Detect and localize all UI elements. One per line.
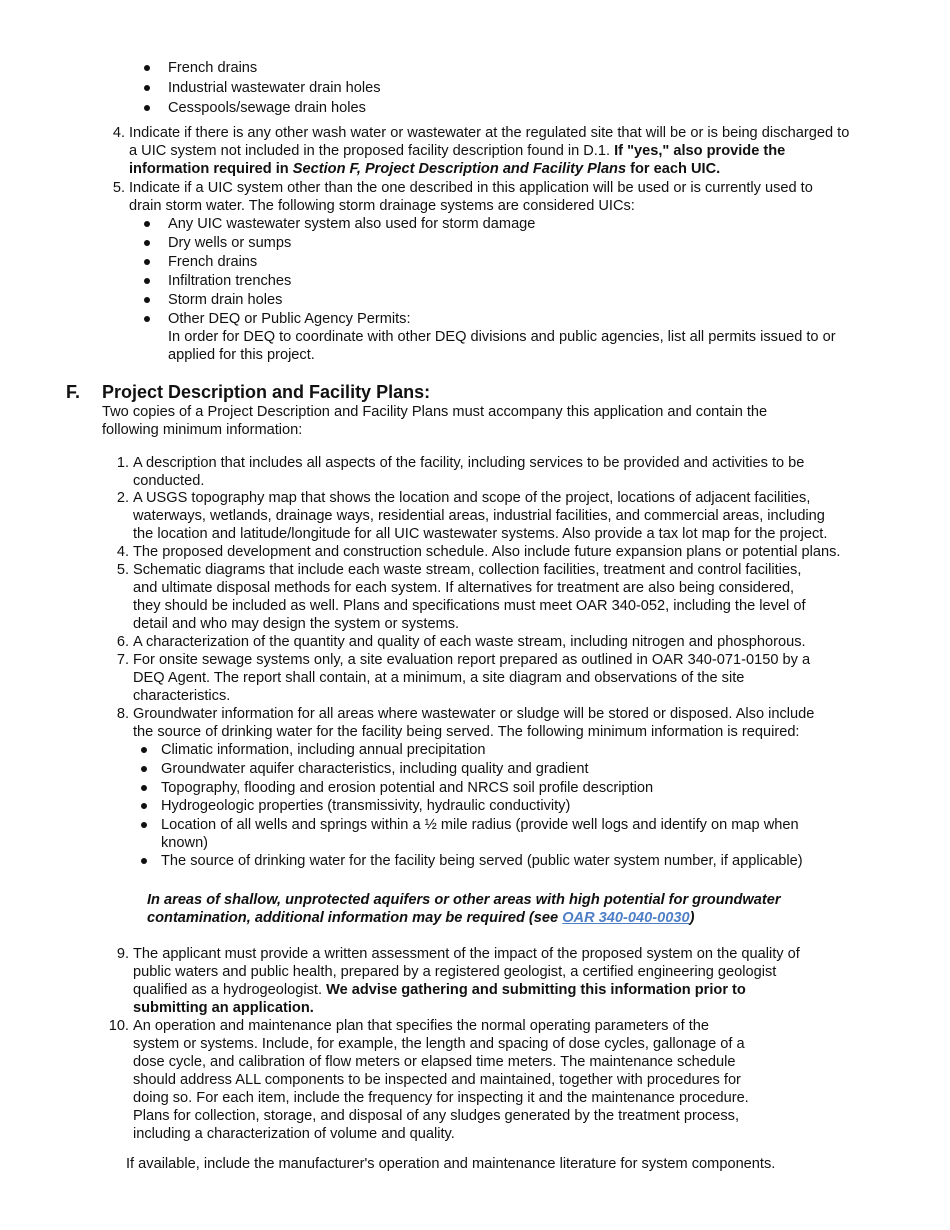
section-intro-1: Two copies of a Project Description and Facility Plans must accompany this application and contain the [102, 404, 768, 420]
list-item-10-line-2: system or systems. Include, for example, the length and spacing of dose cycles, gallonage of a [133, 1036, 745, 1052]
list-item-7-number: 7. [116, 652, 129, 668]
list-item-6-number: 6. [116, 634, 129, 650]
list-item-7-line-1: For onsite sewage systems only, a site evaluation report prepared as outlined in OAR 340-071-0150 by a [133, 652, 811, 668]
item-4-line-2-text: a UIC system not included in the proposed facility description found in D.1. [129, 143, 615, 159]
list-item-10-line-7: including a characterization of volume and quality. [133, 1126, 455, 1142]
bullet-icon [144, 221, 150, 227]
list-item-2-line-1: A USGS topography map that shows the location and scope of the project, locations of adjacent facilities, [133, 490, 811, 506]
top-bullet-2: Industrial wastewater drain holes [168, 80, 381, 96]
item-4-line-3-c: for each UIC. [626, 161, 721, 177]
list-item-10-line-4: should address ALL components to be inspected and maintained, together with procedures for [133, 1072, 741, 1088]
list-item-5-line-4: detail and who may design the system or systems. [133, 616, 460, 632]
item-5-bullet-1: Any UIC wastewater system also used for storm damage [168, 216, 536, 232]
list-item-9-line-2: public waters and public health, prepared by a registered geologist, a certified engineering geologist [133, 964, 777, 980]
top-bullet-1: French drains [168, 60, 258, 76]
item-8-bullet-1: Climatic information, including annual precipitation [161, 742, 486, 758]
list-item-5-number: 5. [116, 562, 129, 578]
item-5-bullet-2: Dry wells or sumps [168, 235, 292, 251]
bullet-icon [141, 747, 147, 753]
bullet-icon [144, 65, 150, 71]
list-item-1-number: 1. [116, 455, 129, 471]
bullet-icon [141, 766, 147, 772]
list-item-9-line-4: submitting an application. [133, 1000, 314, 1016]
item-8-bullet-6: The source of drinking water for the facility being served (public water system number, if applicable) [161, 853, 803, 869]
item-8-bullet-5-line-2: known) [161, 835, 209, 851]
section-letter: F. [66, 382, 81, 402]
list-item-5-line-2: and ultimate disposal methods for each system. If alternatives for treatment are also being considered, [133, 580, 795, 596]
top-bullet-3: Cesspools/sewage drain holes [168, 100, 366, 116]
item-4-yes-note: If "yes," also provide the [614, 143, 786, 159]
groundwater-note-line-1: In areas of shallow, unprotected aquifers or other areas with high potential for groundwater [147, 892, 781, 908]
bullet-icon [144, 297, 150, 303]
list-item-10-line-5: doing so. For each item, include the frequency for inspecting it and the maintenance procedure. [133, 1090, 749, 1106]
item-5-number: 5. [112, 180, 125, 196]
list-item-5-line-3: they should be included as well. Plans and specifications must meet OAR 340-052, including the level of [133, 598, 806, 614]
bullet-icon [144, 278, 150, 284]
bullet-icon [144, 105, 150, 111]
list-item-2-number: 2. [116, 490, 129, 506]
item-4-line-1: Indicate if there is any other wash water or wastewater at the regulated site that will be or is being discharged to [129, 125, 850, 141]
item-8-bullet-2: Groundwater aquifer characteristics, including quality and gradient [161, 761, 589, 777]
list-item-9-advice: We advise gathering and submitting this information prior to [326, 982, 746, 998]
list-item-6-line-1: A characterization of the quantity and quality of each waste stream, including nitrogen and phosphorous. [133, 634, 806, 650]
item-4-line-3-a: information required in [129, 161, 293, 177]
groundwater-note-line-2 [147, 909, 694, 927]
list-item-9-number: 9. [116, 946, 129, 962]
list-item-9-line-3 [133, 981, 746, 999]
oar-link[interactable]: OAR 340-040-0030 [562, 910, 690, 926]
list-item-10-line-3: dose cycle, and calibration of flow meters or elapsed time meters. The maintenance schedule [133, 1054, 736, 1070]
list-item-5-line-1: Schematic diagrams that include each waste stream, collection facilities, treatment and control facilities, [133, 562, 802, 578]
bullet-icon [141, 858, 147, 864]
list-item-4-line-1: The proposed development and construction schedule. Also include future expansion plans or potential plans. [133, 544, 841, 560]
bullet-icon [144, 316, 150, 322]
list-item-7-line-3: characteristics. [133, 688, 231, 704]
item-4-number: 4. [112, 125, 125, 141]
item-8-bullet-5-line-1: Location of all wells and springs within a ½ mile radius (provide well logs and identify on map when [161, 817, 799, 833]
list-item-1-line-1: A description that includes all aspects of the facility, including services to be provided and activities to be [133, 455, 805, 471]
permits-line-1: In order for DEQ to coordinate with other DEQ divisions and public agencies, list all permits issued to or [168, 329, 836, 345]
item-5-line-1: Indicate if a UIC system other than the one described in this application will be used or is currently used to [129, 180, 813, 196]
list-item-2-line-2: waterways, wetlands, drainage ways, residential areas, industrial facilities, and commercial areas, including [133, 508, 825, 524]
item-8-bullet-4: Hydrogeologic properties (transmissivity, hydraulic conductivity) [161, 798, 571, 814]
list-item-10-number: 10. [108, 1018, 129, 1034]
bullet-icon [144, 240, 150, 246]
item-5-bullet-3: French drains [168, 254, 258, 270]
item-4-line-2 [129, 142, 785, 160]
list-item-1-line-2: conducted. [133, 473, 205, 489]
list-item-7-line-2: DEQ Agent. The report shall contain, at a minimum, a site diagram and observations of the site [133, 670, 745, 686]
item-5-bullet-5: Storm drain holes [168, 292, 283, 308]
item-5-line-2: drain storm water. The following storm drainage systems are considered UICs: [129, 198, 635, 214]
bullet-icon [144, 85, 150, 91]
bullet-icon [141, 785, 147, 791]
bullet-icon [141, 803, 147, 809]
item-4-line-3 [129, 160, 720, 178]
list-item-9-line-1: The applicant must provide a written assessment of the impact of the proposed system on the quality of [133, 946, 800, 962]
groundwater-note-close: ) [689, 910, 695, 926]
bullet-icon [141, 822, 147, 828]
permits-line-2: applied for this project. [168, 347, 315, 363]
list-item-2-line-3: the location and latitude/longitude for all UIC wastewater systems. Also provide a tax lot map for the project. [133, 526, 828, 542]
list-item-8-line-1: Groundwater information for all areas where wastewater or sludge will be stored or disposed. Also include [133, 706, 815, 722]
list-item-10-line-1: An operation and maintenance plan that specifies the normal operating parameters of the [133, 1018, 710, 1034]
section-title: Project Description and Facility Plans: [102, 382, 431, 402]
item-8-bullet-3: Topography, flooding and erosion potential and NRCS soil profile description [161, 780, 654, 796]
list-item-4-number: 4. [116, 544, 129, 560]
section-intro-2: following minimum information: [102, 422, 303, 438]
closing-note: If available, include the manufacturer's operation and maintenance literature for system components. [126, 1156, 776, 1172]
item-4-section-ref: Section F, Project Description and Facility Plans [292, 161, 627, 177]
list-item-9-line-3-a: qualified as a hydrogeologist. [133, 982, 327, 998]
item-5-bullet-6: Other DEQ or Public Agency Permits: [168, 311, 411, 327]
item-5-bullet-4: Infiltration trenches [168, 273, 292, 289]
list-item-8-number: 8. [116, 706, 129, 722]
list-item-10-line-6: Plans for collection, storage, and disposal of any sludges generated by the treatment process, [133, 1108, 739, 1124]
list-item-8-line-2: the source of drinking water for the facility being served. The following minimum information is required: [133, 724, 800, 740]
groundwater-note-text: contamination, additional information may be required (see [147, 910, 563, 926]
bullet-icon [144, 259, 150, 265]
